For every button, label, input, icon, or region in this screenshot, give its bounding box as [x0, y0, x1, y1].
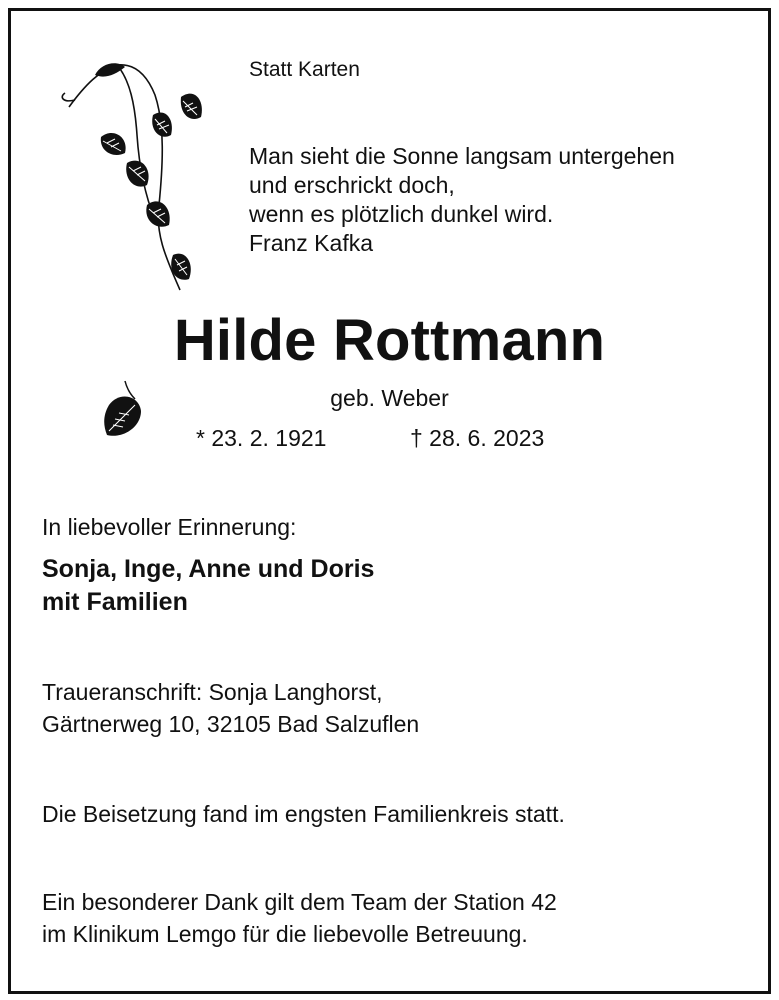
- birth-date: * 23. 2. 1921: [196, 425, 327, 451]
- statt-karten: Statt Karten: [249, 58, 360, 81]
- address-line-2: Gärtnerweg 10, 32105 Bad Salzuflen: [42, 711, 420, 737]
- thanks-line-2: im Klinikum Lemgo für die liebevolle Betreuung.: [42, 921, 528, 947]
- quote-author: Franz Kafka: [249, 230, 373, 256]
- address-line-1: Traueranschrift: Sonja Langhorst,: [42, 679, 383, 705]
- thanks-line-1: Ein besonderer Dank gilt dem Team der Station 42: [42, 889, 557, 915]
- deceased-name: Hilde Rottmann: [173, 308, 606, 373]
- mourners-families: mit Familien: [42, 588, 188, 616]
- quote-line-3: wenn es plötzlich dunkel wird.: [249, 201, 554, 227]
- mourners-names: Sonja, Inge, Anne und Doris: [42, 555, 375, 583]
- funeral-note: Die Beisetzung fand im engsten Familienkreis statt.: [42, 801, 565, 827]
- death-date: † 28. 6. 2023: [410, 425, 545, 451]
- quote-line-1: Man sieht die Sonne langsam untergehen: [249, 143, 675, 169]
- remembrance-intro: In liebevoller Erinnerung:: [42, 514, 297, 540]
- birch-branch-icon: [55, 45, 225, 310]
- quote-line-2: und erschrickt doch,: [249, 172, 455, 198]
- birth-name: geb. Weber: [330, 385, 449, 411]
